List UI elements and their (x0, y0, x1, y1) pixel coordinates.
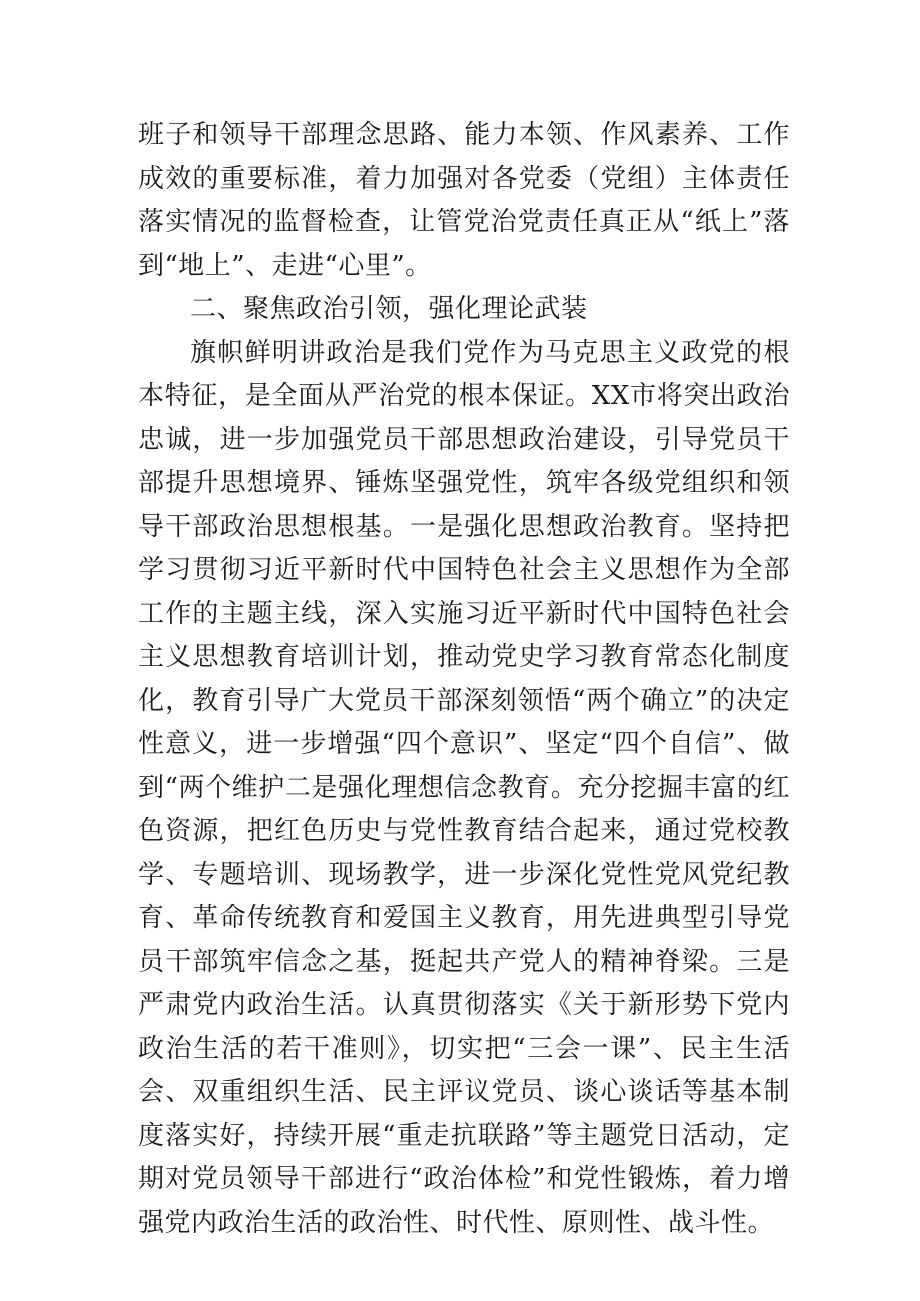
paragraph-continuation: 班子和领导干部理念思路、能力本领、作风素养、工作成效的重要标准，着力加强对各党委（党组）主体责任落实情况的监督检查，让管党治党责任真正从“纸上”落到“地上”、走进“心里”。 (138, 120, 790, 281)
section-heading: 二、聚焦政治引领，强化理论武装 (190, 294, 588, 324)
document-body (138, 114, 790, 1245)
paragraph-body: 旗帜鲜明讲政治是我们党作为马克思主义政党的根本特征，是全面从严治党的根本保证。XX市将突出政治忠诚，进一步加强党员干部思想政治建设，引导党员干部提升思想境界、锤炼坚强党性，筑牢各级党组织和领导干部政治思想根基。一是强化思想政治教育。坚持把学习贯彻习近平新时代中国特色社会主义思想作为全部工作的主题主线，深入实施习近平新时代中国特色社会主义思想教育培训计划，推动党史学习教育常态化制度化，教育引导广大党员干部深刻领悟“两个确立”的决定性意义，进一步增强“四个意识”、坚定“四个自信”、做到“两个维护二是强化理想信念教育。充分挖掘丰富的红色资源，把红色历史与党性教育结合起来，通过党校教学、专题培训、现场教学，进一步深化党性党风党纪教育、革命传统教育和爱国主义教育，用先进典型引导党员干部筑牢信念之基，挺起共产党人的精神脊梁。三是严肃党内政治生活。认真贯彻落实《关于新形势下党内政治生活的若干准则》，切实把“三会一课”、民主生活会、双重组织生活、民主评议党员、谈心谈话等基本制度落实好，持续开展“重走抗联路”等主题党日活动，定期对党员领导干部进行“政治体检”和党性锻炼，着力增强党内政治生活的政治性、时代性、原则性、战斗性。 (138, 337, 790, 1238)
